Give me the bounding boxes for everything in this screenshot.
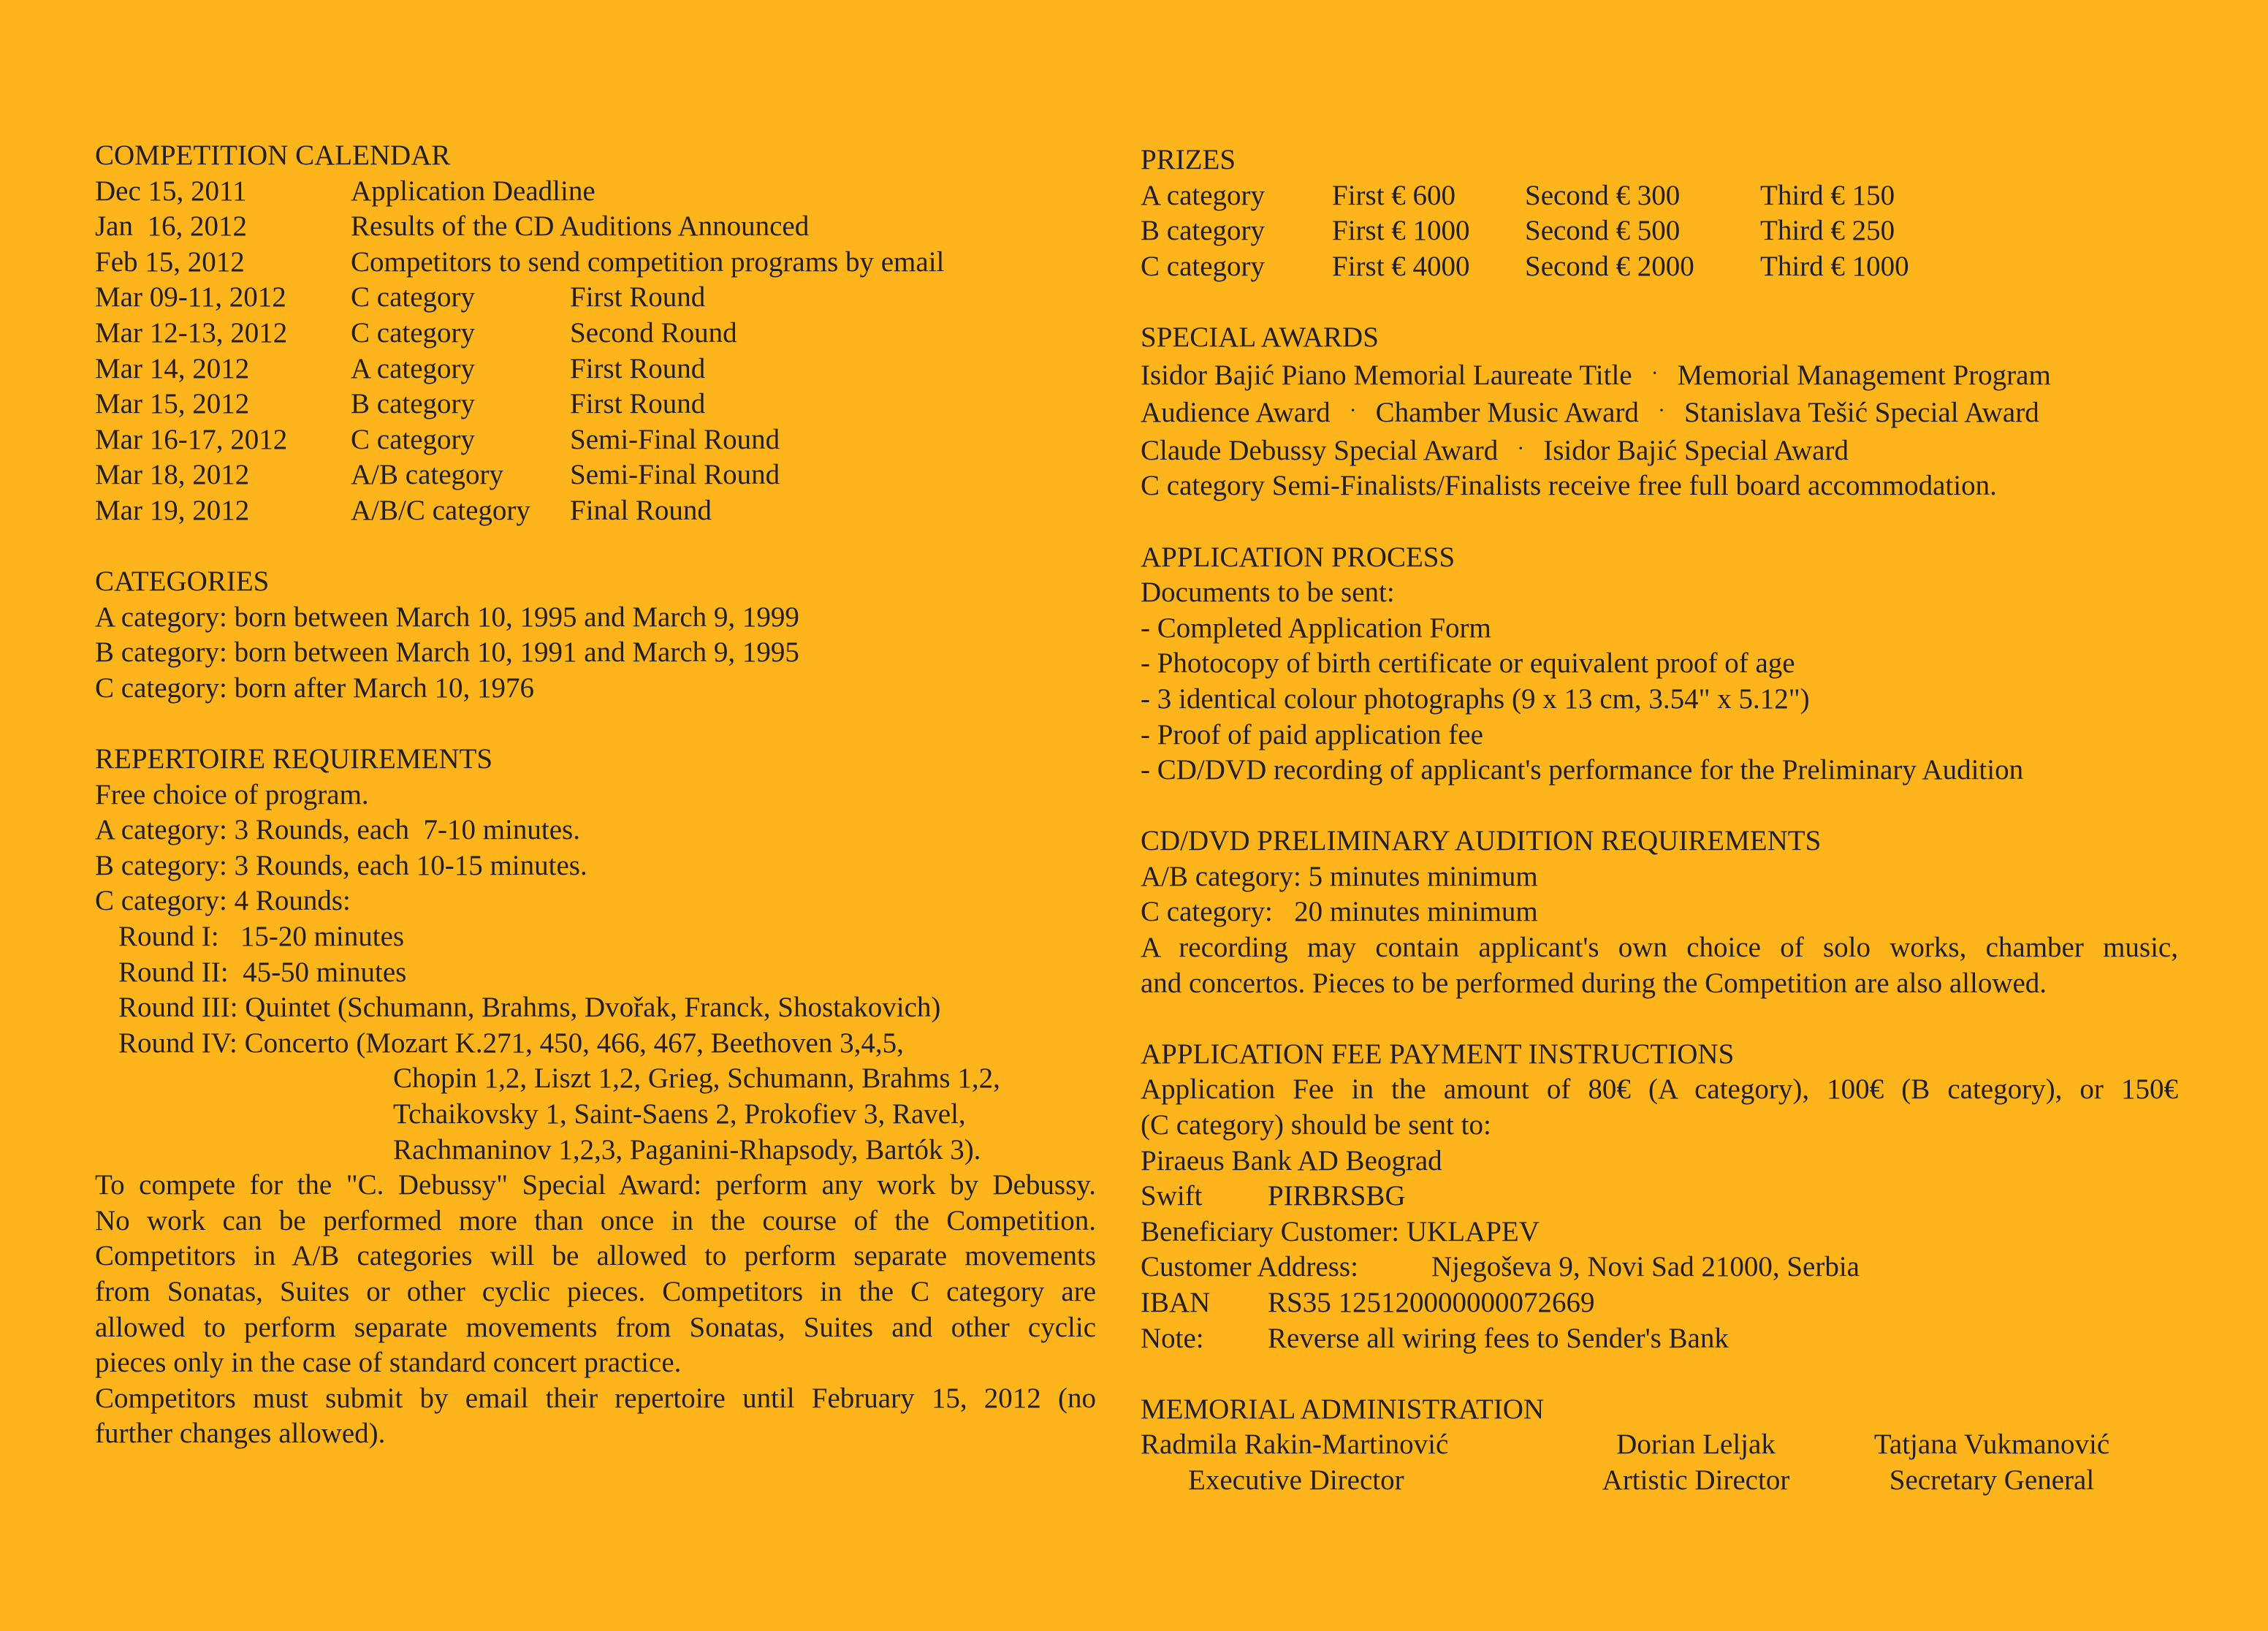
prize-first: First € 1000 xyxy=(1332,215,1470,247)
admin-role: Executive Director xyxy=(1188,1464,1404,1496)
calendar-event: B category xyxy=(351,388,476,420)
repertoire-paragraph-line: pieces only in the case of standard concert practice. xyxy=(95,1347,682,1379)
award-item: Claude Debussy Special Award xyxy=(1141,434,1499,466)
categories xyxy=(95,564,1096,706)
calendar-row xyxy=(95,387,1096,422)
separator-dot: · xyxy=(1651,360,1659,385)
prize-first: First € 4000 xyxy=(1332,250,1470,282)
calendar-row xyxy=(95,174,1096,210)
calendar-row xyxy=(95,457,1096,493)
address-value: Njegoševa 9, Novi Sad 21000, Serbia xyxy=(1431,1251,1860,1283)
calendar-round: Semi-Final Round xyxy=(570,459,780,491)
calendar-event: C category xyxy=(351,423,476,455)
concerto-continuation: Rachmaninov 1,2,3, Paganini-Rhapsody, Bartók 3). xyxy=(393,1133,981,1166)
special-awards xyxy=(1141,320,2178,504)
repertoire-paragraph-line: Competitors in A/B categories will be allowed to perform separate movements xyxy=(95,1240,1096,1272)
prize-category: C category xyxy=(1141,250,1266,282)
swift-row xyxy=(1141,1179,2178,1214)
note-row xyxy=(1141,1321,2178,1357)
address-row xyxy=(1141,1250,2178,1285)
calendar-event: C category xyxy=(351,316,476,349)
round-line: Round III: Quintet (Schumann, Brahms, Dvořak, Franck, Shostakovich) xyxy=(118,992,941,1024)
calendar-row xyxy=(95,351,1096,387)
repertoire-line: Free choice of program. xyxy=(95,778,369,810)
concerto-continuation: Chopin 1,2, Liszt 1,2, Grieg, Schumann, Brahms 1,2, xyxy=(393,1062,1000,1095)
repertoire-paragraph-line: from Sonatas, Suites or other cyclic pieces. Competitors in the C category are xyxy=(95,1276,1096,1307)
calendar-event: Results of the CD Auditions Announced xyxy=(351,210,810,243)
calendar-date: Mar 16-17, 2012 xyxy=(95,423,288,455)
separator-dot: · xyxy=(1349,398,1357,423)
calendar-row xyxy=(95,245,1096,281)
calendar-round: Final Round xyxy=(570,494,712,526)
application-line: - Proof of paid application fee xyxy=(1141,718,1483,750)
prize-third: Third € 1000 xyxy=(1760,250,1909,282)
iban-label: IBAN xyxy=(1141,1287,1211,1318)
calendar-date: Feb 15, 2012 xyxy=(95,246,245,278)
calendar-round: First Round xyxy=(570,352,706,384)
calendar-event: A category xyxy=(351,352,476,384)
admin-roles-row xyxy=(1141,1463,2178,1499)
section-heading: APPLICATION PROCESS xyxy=(1141,541,1455,573)
repertoire-paragraph-line: allowed to perform separate movements from Sonatas, Suites and other cyclic xyxy=(95,1311,1096,1343)
swift-value: PIRBRSBG xyxy=(1268,1180,1406,1212)
note-value: Reverse all wiring fees to Sender's Bank xyxy=(1268,1322,1729,1354)
award-item: Stanislava Tešić Special Award xyxy=(1683,397,2039,429)
calendar-date: Mar 14, 2012 xyxy=(95,352,250,384)
swift-label: Swift xyxy=(1141,1180,1203,1212)
application-line: - 3 identical colour photographs (9 x 13 cm, 3.54" x 5.12") xyxy=(1141,683,1810,715)
section-heading: MEMORIAL ADMINISTRATION xyxy=(1141,1393,1545,1425)
award-line xyxy=(1141,431,2178,469)
admin-name: Dorian Leljak xyxy=(1616,1429,1776,1461)
repertoire-line: A category: 3 Rounds, each 7-10 minutes. xyxy=(95,814,580,846)
repertoire-line: B category: 3 Rounds, each 10-15 minutes. xyxy=(95,849,587,881)
cd-dvd-requirements xyxy=(1141,824,2178,1001)
separator-dot: · xyxy=(1657,398,1665,423)
award-note: C category Semi-Finalists/Finalists receive free full board accommodation. xyxy=(1141,470,1997,502)
admin-role: Secretary General xyxy=(1889,1464,2095,1496)
prize-second: Second € 2000 xyxy=(1525,250,1694,282)
calendar-row xyxy=(95,422,1096,458)
round-line: Round IV: Concerto (Mozart K.271, 450, 466, 467, Beethoven 3,4,5, xyxy=(118,1027,904,1059)
fee-payment-instructions xyxy=(1141,1037,2178,1356)
award-item: Isidor Bajić Special Award xyxy=(1543,434,1849,466)
award-item: Chamber Music Award xyxy=(1375,397,1639,429)
repertoire-paragraph-line: No work can be performed more than once in the course of the Competition. xyxy=(95,1204,1096,1236)
category-line: C category: born after March 10, 1976 xyxy=(95,672,535,704)
prize-row xyxy=(1141,178,2178,214)
calendar-event: Competitors to send competition programs by email xyxy=(351,246,945,278)
requirement-paragraph-line: A recording may contain applicant's own choice of solo works, chamber music, xyxy=(1141,932,2178,964)
prize-third: Third € 250 xyxy=(1760,215,1895,247)
category-line: B category: born between March 10, 1991 and March 9, 1995 xyxy=(95,636,799,669)
fee-paragraph-line: Application Fee in the amount of 80€ (A category), 100€ (B category), or 150€ xyxy=(1141,1073,2178,1106)
repertoire-requirements xyxy=(95,742,1096,1452)
award-line xyxy=(1141,393,2178,431)
section-heading: REPERTOIRE REQUIREMENTS xyxy=(95,743,493,775)
calendar-date: Jan 16, 2012 xyxy=(95,210,247,243)
right-column xyxy=(1141,142,2178,1499)
note-label: Note: xyxy=(1141,1322,1204,1354)
repertoire-line: C category: 4 Rounds: xyxy=(95,885,351,917)
calendar-row xyxy=(95,280,1096,316)
requirement-line: C category: 20 minutes minimum xyxy=(1141,896,1538,928)
fee-paragraph-line: (C category) should be sent to: xyxy=(1141,1109,1491,1141)
section-heading: APPLICATION FEE PAYMENT INSTRUCTIONS xyxy=(1141,1038,1735,1070)
prize-row xyxy=(1141,213,2178,249)
requirement-paragraph-line: and concertos. Pieces to be performed during the Competition are also allowed. xyxy=(1141,967,2047,999)
section-heading: PRIZES xyxy=(1141,144,1236,175)
calendar-date: Mar 18, 2012 xyxy=(95,459,250,491)
section-heading: CD/DVD PRELIMINARY AUDITION REQUIREMENTS xyxy=(1141,825,1822,857)
separator-dot: · xyxy=(1517,436,1525,460)
award-line xyxy=(1141,356,2178,394)
beneficiary: Beneficiary Customer: UKLAPEV xyxy=(1141,1215,1540,1247)
calendar-event: C category xyxy=(351,281,476,313)
category-line: A category: born between March 10, 1995 and March 9, 1999 xyxy=(95,601,799,633)
prize-category: B category xyxy=(1141,215,1266,247)
calendar-round: First Round xyxy=(570,281,706,313)
prize-row xyxy=(1141,249,2178,285)
application-line: Documents to be sent: xyxy=(1141,577,1395,609)
memorial-administration xyxy=(1141,1392,2178,1499)
calendar-row xyxy=(95,209,1096,245)
calendar-round: Second Round xyxy=(570,316,737,349)
iban-value: RS35 125120000000072669 xyxy=(1268,1287,1595,1318)
prize-second: Second € 500 xyxy=(1525,215,1681,247)
repertoire-paragraph-line: Competitors must submit by email their repertoire until February 15, 2012 (no xyxy=(95,1382,1096,1414)
application-line: - Photocopy of birth certificate or equivalent proof of age xyxy=(1141,647,1795,680)
admin-name: Radmila Rakin-Martinović xyxy=(1141,1429,1449,1461)
repertoire-paragraph-line: To compete for the "C. Debussy" Special Award: perform any work by Debussy. xyxy=(95,1169,1096,1201)
calendar-round: Semi-Final Round xyxy=(570,423,780,455)
repertoire-paragraph-line: further changes allowed). xyxy=(95,1418,386,1450)
calendar-date: Mar 15, 2012 xyxy=(95,388,250,420)
award-item: Isidor Bajić Piano Memorial Laureate Title xyxy=(1141,359,1632,391)
admin-names-row xyxy=(1141,1427,2178,1463)
prize-first: First € 600 xyxy=(1332,179,1456,211)
application-line: - CD/DVD recording of applicant's performance for the Preliminary Audition xyxy=(1141,754,2024,786)
bank-name: Piraeus Bank AD Beograd xyxy=(1141,1144,1442,1176)
section-heading: CATEGORIES xyxy=(95,566,270,598)
calendar-row xyxy=(95,316,1096,351)
address-label: Customer Address: xyxy=(1141,1251,1358,1283)
award-item: Audience Award xyxy=(1141,397,1331,429)
admin-role: Artistic Director xyxy=(1602,1464,1790,1496)
section-heading: SPECIAL AWARDS xyxy=(1141,321,1379,353)
award-item: Memorial Management Program xyxy=(1677,359,2051,391)
application-line: - Completed Application Form xyxy=(1141,612,1491,644)
requirement-line: A/B category: 5 minutes minimum xyxy=(1141,860,1538,892)
left-column xyxy=(95,138,1096,1452)
calendar-row xyxy=(95,493,1096,529)
concerto-continuation: Tchaikovsky 1, Saint-Saens 2, Prokofiev 3, Ravel, xyxy=(393,1098,966,1130)
round-line: Round I: 15-20 minutes xyxy=(118,921,405,953)
prize-second: Second € 300 xyxy=(1525,179,1681,211)
calendar-event: Application Deadline xyxy=(351,175,595,207)
calendar-event: A/B category xyxy=(351,459,504,491)
calendar-date: Mar 09-11, 2012 xyxy=(95,281,286,313)
prize-third: Third € 150 xyxy=(1760,179,1895,211)
calendar-date: Dec 15, 2011 xyxy=(95,175,247,207)
application-process xyxy=(1141,540,2178,788)
calendar-event: A/B/C category xyxy=(351,494,530,526)
iban-row xyxy=(1141,1285,2178,1321)
section-heading: COMPETITION CALENDAR xyxy=(95,140,451,171)
round-line: Round II: 45-50 minutes xyxy=(118,956,407,988)
prizes xyxy=(1141,142,2178,284)
calendar-date: Mar 12-13, 2012 xyxy=(95,316,288,349)
admin-name: Tatjana Vukmanović xyxy=(1873,1429,2110,1461)
competition-calendar xyxy=(95,138,1096,529)
prize-category: A category xyxy=(1141,179,1266,211)
calendar-round: First Round xyxy=(570,388,706,420)
calendar-date: Mar 19, 2012 xyxy=(95,494,250,526)
